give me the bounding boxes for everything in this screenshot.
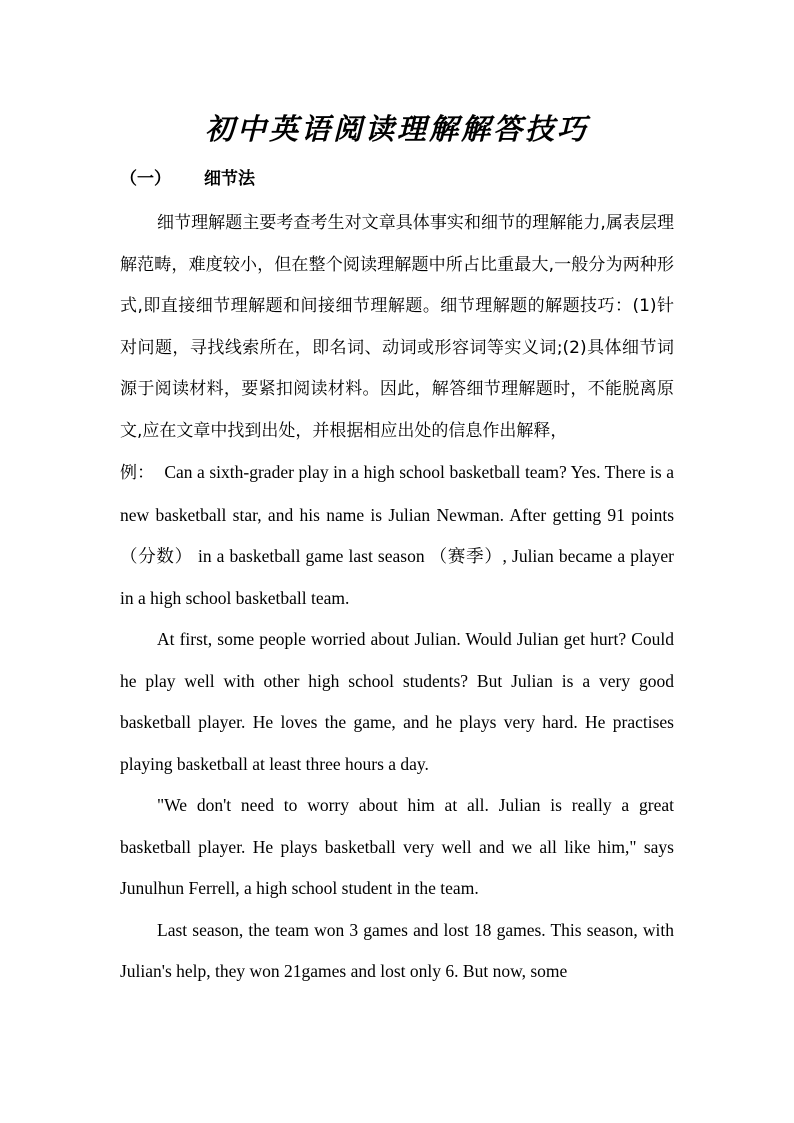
section-title: 细节法 xyxy=(204,169,255,189)
example-paragraph-2: At first, some people worried about Julian. Would Julian get hurt? Could he play well with other high school students? But Julian is a very good basketball player. He loves the game, and he plays very hard. He practises playing basketball at least three hours a day. xyxy=(120,629,674,774)
example-paragraph-4: Last season, the team won 3 games and lost 18 games. This season, with Julian's help, they won 21games and lost only 6. But now, some xyxy=(120,919,674,981)
example-label: 例： xyxy=(120,463,155,483)
example-paragraph-1-text: Can a sixth-grader play in a high school basketball team? Yes. There is a new basketball star, and his name is Julian Newman. After getting 91 points （分数） in a basketball game last season （赛季）, Julian became a player in a high school basketball team. xyxy=(120,462,674,608)
example-paragraph-3: "We don't need to worry about him at all. Julian is really a great basketball player. He plays basketball very well and we all like him," says Junulhun Ferrell, a high school student in the team. xyxy=(120,795,674,898)
document-title: 初中英语阅读理解解答技巧 xyxy=(204,112,589,146)
section-number: （一） xyxy=(120,169,171,189)
intro-paragraph: 细节理解题主要考查考生对文章具体事实和细节的理解能力,属表层理解范畴，难度较小，但在整个阅读理解题中所占比重最大,一般分为两种形式,即直接细节理解题和间接细节理解题。细节理解题的解题技巧：(1)针对问题，寻找线索所在，即名词、动词或形容词等实义词;(2)具体细节词源于阅读材料，要紧扣阅读材料。因此，解答细节理解题时，不能脱离原文,应在文章中找到出处，并根据相应出处的信息作出解释， xyxy=(120,213,674,441)
example-paragraph-1 xyxy=(120,452,674,619)
section-heading xyxy=(120,164,255,194)
document-body xyxy=(120,203,674,993)
